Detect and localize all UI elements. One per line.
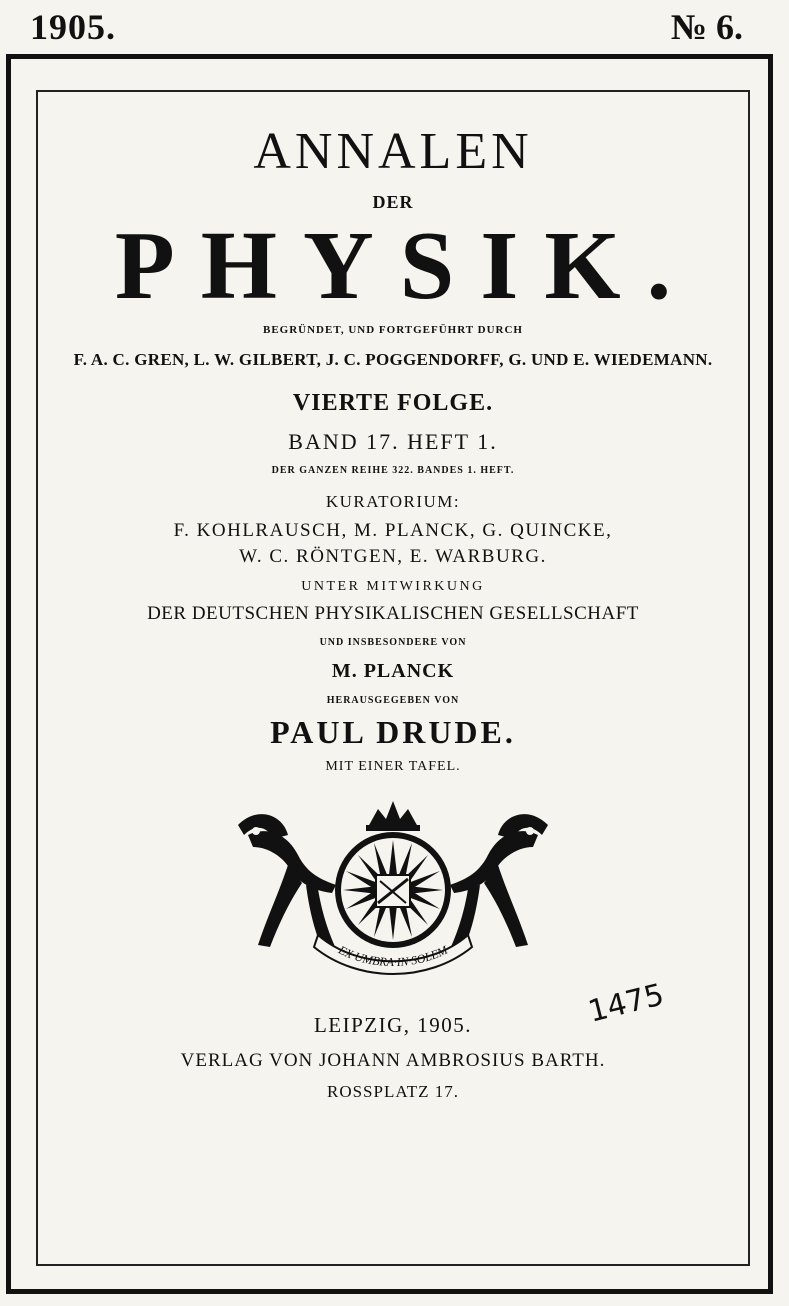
year-label: 1905.	[30, 7, 116, 47]
journal-title-der: DER	[372, 192, 414, 212]
cooperation-person: M. PLANCK	[331, 660, 455, 683]
imprint-address: ROSSPLATZ 17.	[326, 1082, 460, 1102]
kuratorium-line-2: W. C. RÖNTGEN, E. WARBURG.	[239, 545, 547, 567]
founders-line: F. A. C. GREN, L. W. GILBERT, J. C. POGGENDORFF, G. UND E. WIEDEMANN.	[73, 349, 713, 369]
handwritten-number: 1475	[584, 977, 668, 1030]
crown-icon	[366, 801, 420, 831]
publisher-emblem	[228, 795, 558, 975]
journal-title-annalen: ANNALEN	[253, 123, 533, 180]
sunburst-icon	[335, 832, 451, 948]
journal-title-physik: PHYSIK.	[114, 212, 698, 320]
emblem-motto: EX·UMBRA·IN·SOLEM	[336, 942, 450, 970]
kuratorium-names	[36, 518, 750, 569]
series-label: VIERTE FOLGE.	[292, 389, 494, 416]
plate-note: MIT EINER TAFEL.	[325, 759, 461, 775]
editor-name: PAUL DRUDE.	[270, 714, 516, 751]
total-series-label: DER GANZEN REIHE 322. BANDES 1. HEFT.	[271, 464, 515, 476]
cooperation-label: UNTER MITWIRKUNG	[301, 579, 485, 595]
society-name: DER DEUTSCHEN PHYSIKALISCHEN GESELLSCHAFT	[147, 603, 639, 625]
title-page	[36, 90, 750, 1102]
imprint-place: LEIPZIG, 1905.	[313, 1013, 473, 1038]
right-griffin-icon	[450, 814, 548, 953]
kuratorium-line-1: F. KOHLRAUSCH, M. PLANCK, G. QUINCKE,	[173, 519, 613, 541]
imprint-publisher: VERLAG VON JOHANN AMBROSIUS BARTH.	[180, 1050, 606, 1072]
editor-label: HERAUSGEGEBEN VON	[326, 695, 460, 707]
founded-line: BEGRÜNDET, UND FORTGEFÜHRT DURCH	[262, 323, 523, 336]
left-griffin-icon	[238, 814, 336, 953]
kuratorium-label: KURATORIUM:	[325, 491, 461, 511]
especially-label: UND INSBESONDERE VON	[319, 637, 467, 649]
volume-label: BAND 17. HEFT 1.	[288, 428, 498, 454]
issue-number: № 6.	[670, 7, 743, 47]
